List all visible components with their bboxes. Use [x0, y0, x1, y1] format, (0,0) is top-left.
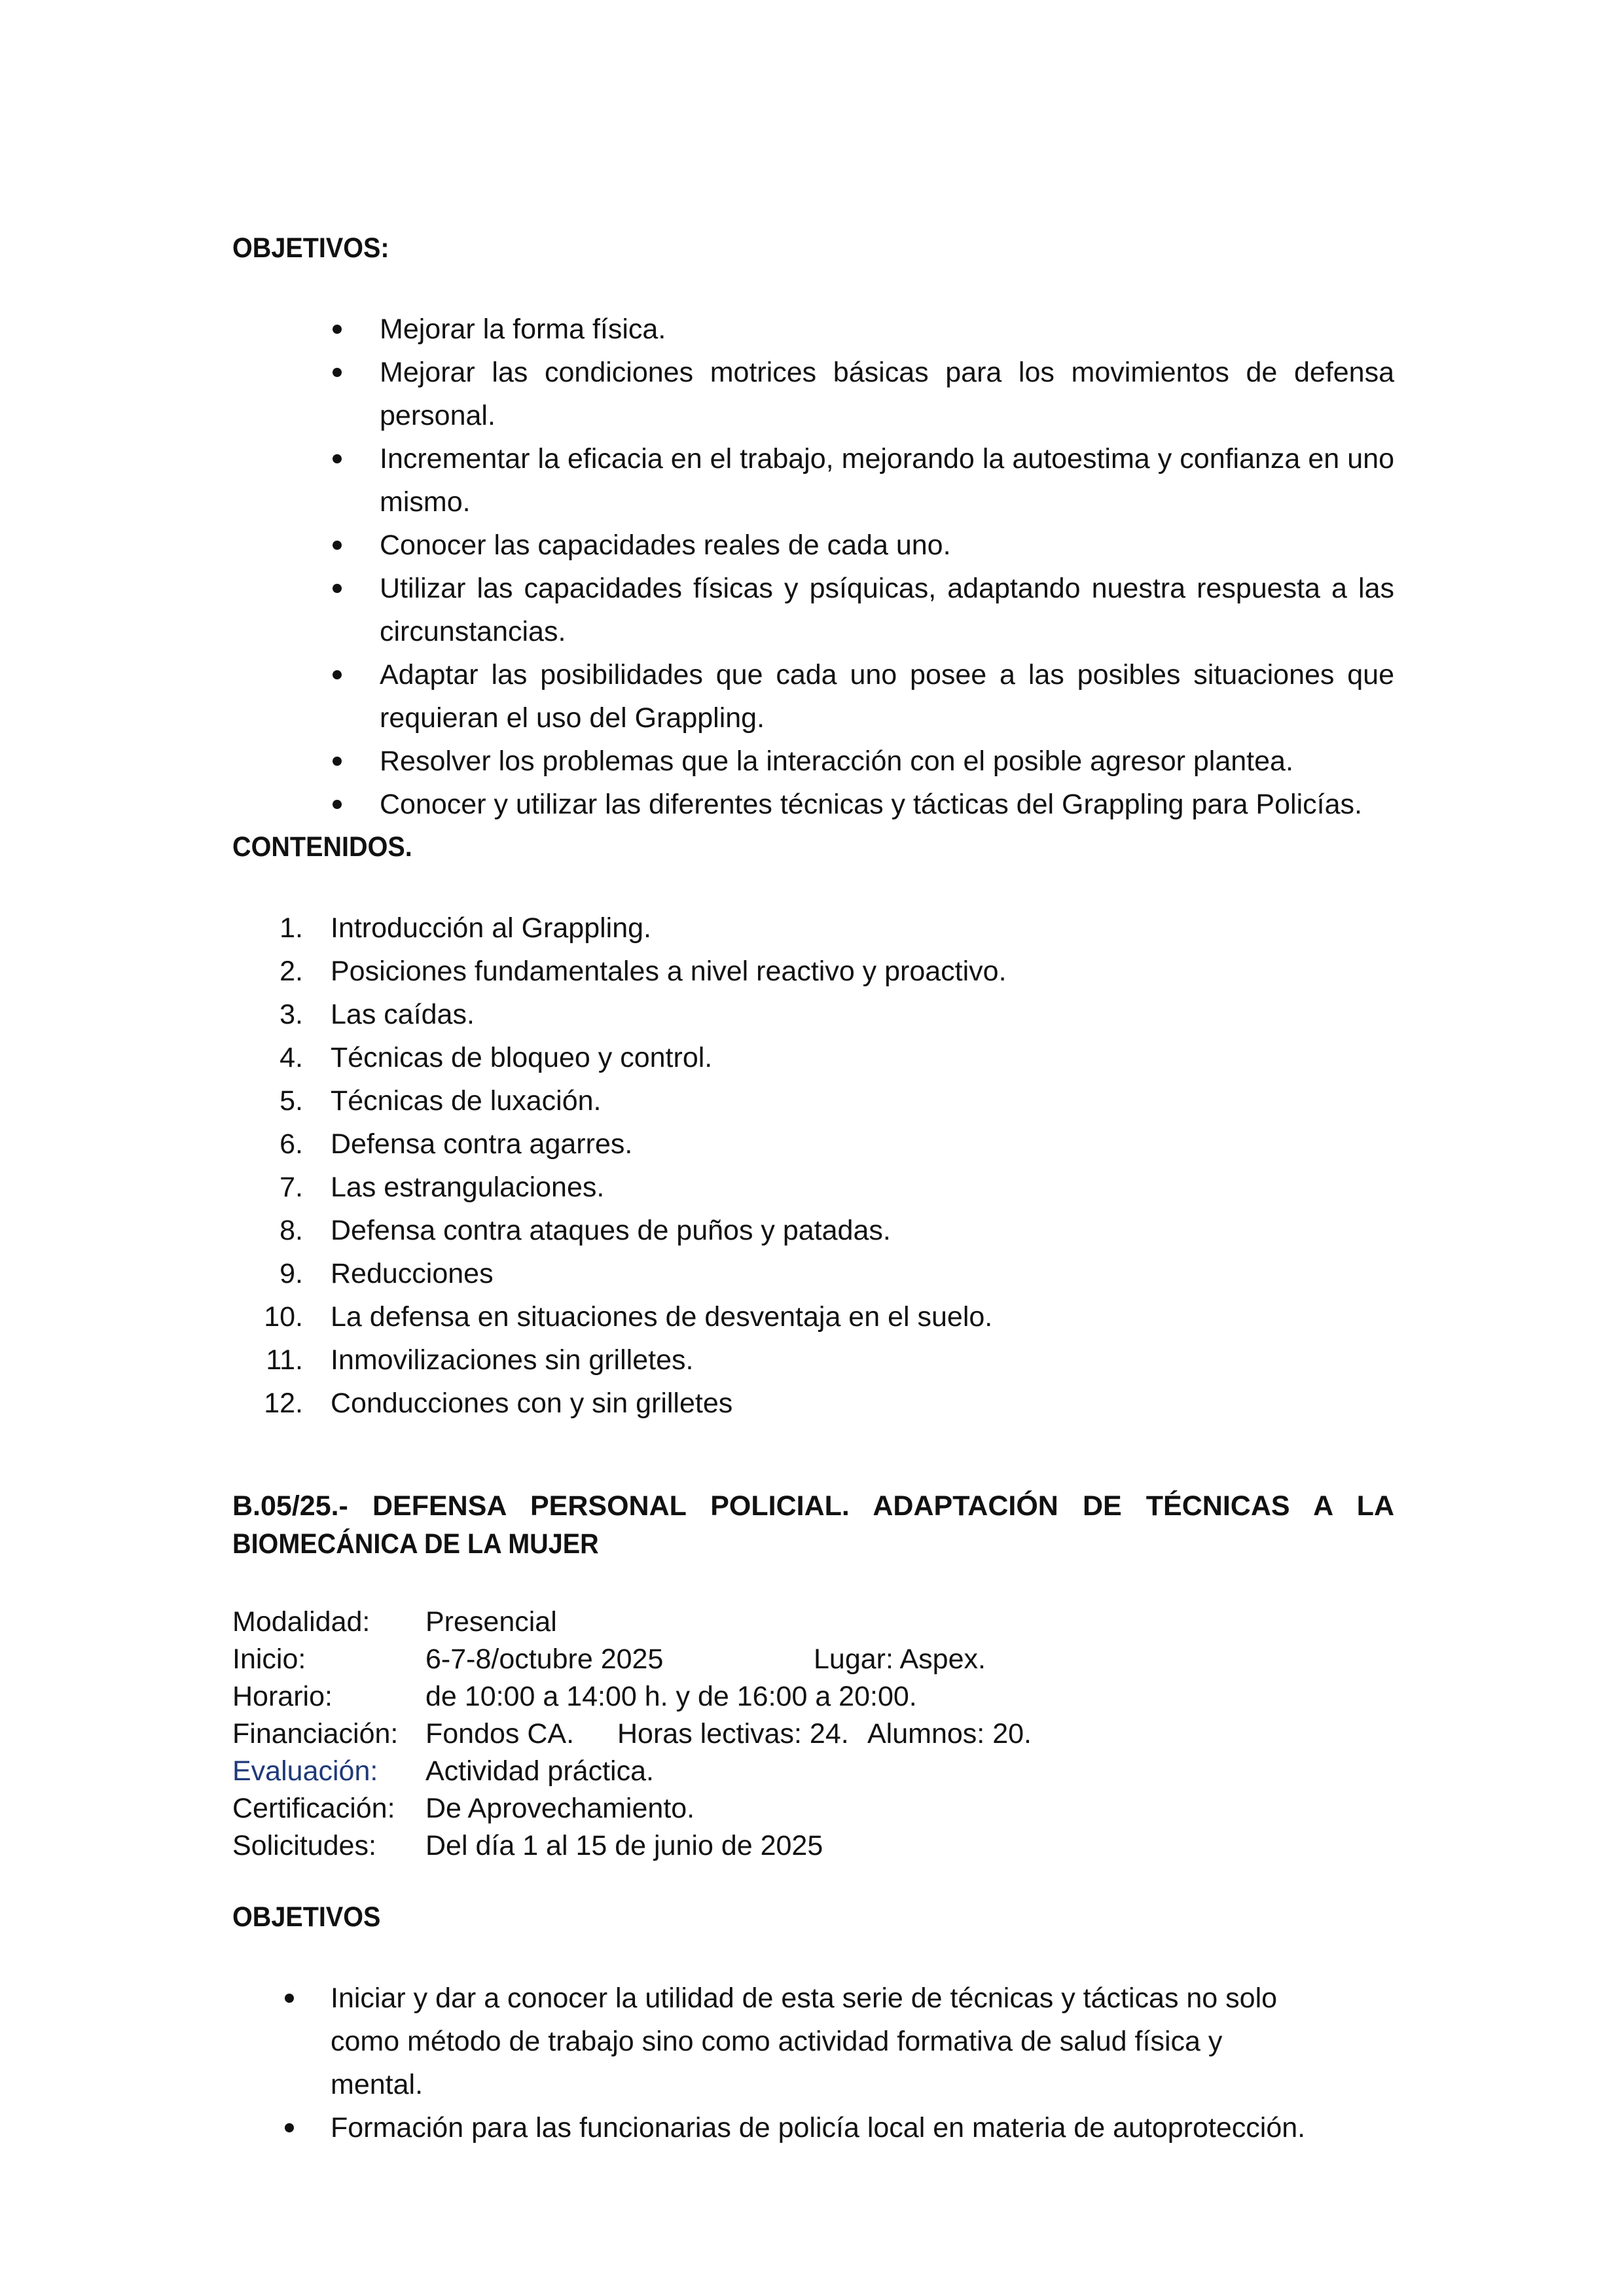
list-item: 8. Defensa contra ataques de puños y patadas. [280, 1215, 891, 1246]
info-row-inicio: Inicio: 6-7-8/octubre 2025 Lugar: Aspex. [232, 1641, 1398, 1678]
list-item: Utilizar las capacidades físicas y psíquicas, adaptando nuestra respuesta a las circunstancias. [334, 567, 1394, 653]
bullet-icon [333, 541, 342, 550]
list-item: Conocer las capacidades reales de cada uno. [334, 524, 1394, 567]
info-row-certificacion: Certificación: De Aprovechamiento. [232, 1793, 695, 1824]
info-row-modalidad: Modalidad: Presencial [232, 1606, 557, 1638]
lugar-text: Lugar: Aspex. [814, 1643, 986, 1675]
list-item: 6. Defensa contra agarres. [280, 1128, 633, 1160]
list-item: Iniciar y dar a conocer la utilidad de esta serie de técnicas y tácticas no solo como método de trabajo sino como actividad formativa de salud física y mental. [285, 1977, 1319, 2106]
info-row-horario: Horario: de 10:00 a 14:00 h. y de 16:00 a 20:00. [232, 1681, 917, 1712]
course-title-line2: BIOMECÁNICA DE LA MUJER [232, 1528, 599, 1560]
objetivos-heading: OBJETIVOS: [232, 232, 389, 264]
list-item: 4. Técnicas de bloqueo y control. [280, 1042, 713, 1073]
course-title-line1: B.05/25.- DEFENSA PERSONAL POLICIAL. ADAPTACIÓN DE TÉCNICAS A LA [232, 1490, 1394, 1522]
list-item: 2. Posiciones fundamentales a nivel reactivo y proactivo. [280, 956, 1007, 987]
bullet-icon [333, 368, 342, 377]
list-item: 9. Reducciones [280, 1258, 494, 1289]
bullet-icon [333, 800, 342, 809]
list-item: Mejorar la forma física. [334, 308, 1394, 351]
list-item: Mejorar las condiciones motrices básicas para los movimientos de defensa personal. [334, 351, 1394, 437]
list-item: 7. Las estrangulaciones. [280, 1172, 605, 1203]
bullet-icon [333, 757, 342, 766]
list-item: 12. Conducciones con y sin grilletes [264, 1388, 733, 1419]
list-item: 10. La defensa en situaciones de desventaja en el suelo. [264, 1301, 993, 1333]
horas-text: Horas lectivas: 24. [617, 1718, 849, 1749]
bullet-icon [333, 454, 342, 463]
objetivos-list [334, 308, 1394, 826]
list-item: 3. Las caídas. [280, 999, 475, 1030]
info-row-financiacion: Financiación: Fondos CA. Horas lectivas: 24. Alumnos: 20. [232, 1715, 1398, 1753]
bullet-icon [285, 1994, 294, 2003]
bullet-icon [333, 325, 342, 334]
info-row-solicitudes: Solicitudes: Del día 1 al 15 de junio de 2025 [232, 1830, 823, 1861]
bullet-icon [333, 584, 342, 593]
bullet-icon [333, 670, 342, 679]
list-item: 11. Inmovilizaciones sin grilletes. [266, 1344, 694, 1376]
list-item: Adaptar las posibilidades que cada uno posee a las posibles situaciones que requieran el uso del Grappling. [334, 653, 1394, 740]
info-row-evaluacion: Evaluación: Actividad práctica. [232, 1755, 654, 1787]
course-info [232, 1604, 1398, 1865]
course-objetivos-list [285, 1977, 1319, 2149]
bullet-icon [285, 2123, 294, 2132]
alumnos-text: Alumnos: 20. [867, 1718, 1032, 1749]
list-item: 1. Introducción al Grappling. [280, 912, 652, 944]
list-item: Incrementar la eficacia en el trabajo, mejorando la autoestima y confianza en uno mismo. [334, 437, 1394, 524]
contenidos-list [232, 906, 1398, 1425]
list-item: Conocer y utilizar las diferentes técnicas y tácticas del Grappling para Policías. [334, 783, 1394, 826]
list-item: 5. Técnicas de luxación. [280, 1085, 602, 1117]
course-objetivos-heading: OBJETIVOS [232, 1901, 381, 1933]
list-item: Formación para las funcionarias de policía local en materia de autoprotección. [285, 2106, 1319, 2149]
contenidos-heading: CONTENIDOS. [232, 831, 412, 863]
list-item: Resolver los problemas que la interacción con el posible agresor plantea. [334, 740, 1394, 783]
